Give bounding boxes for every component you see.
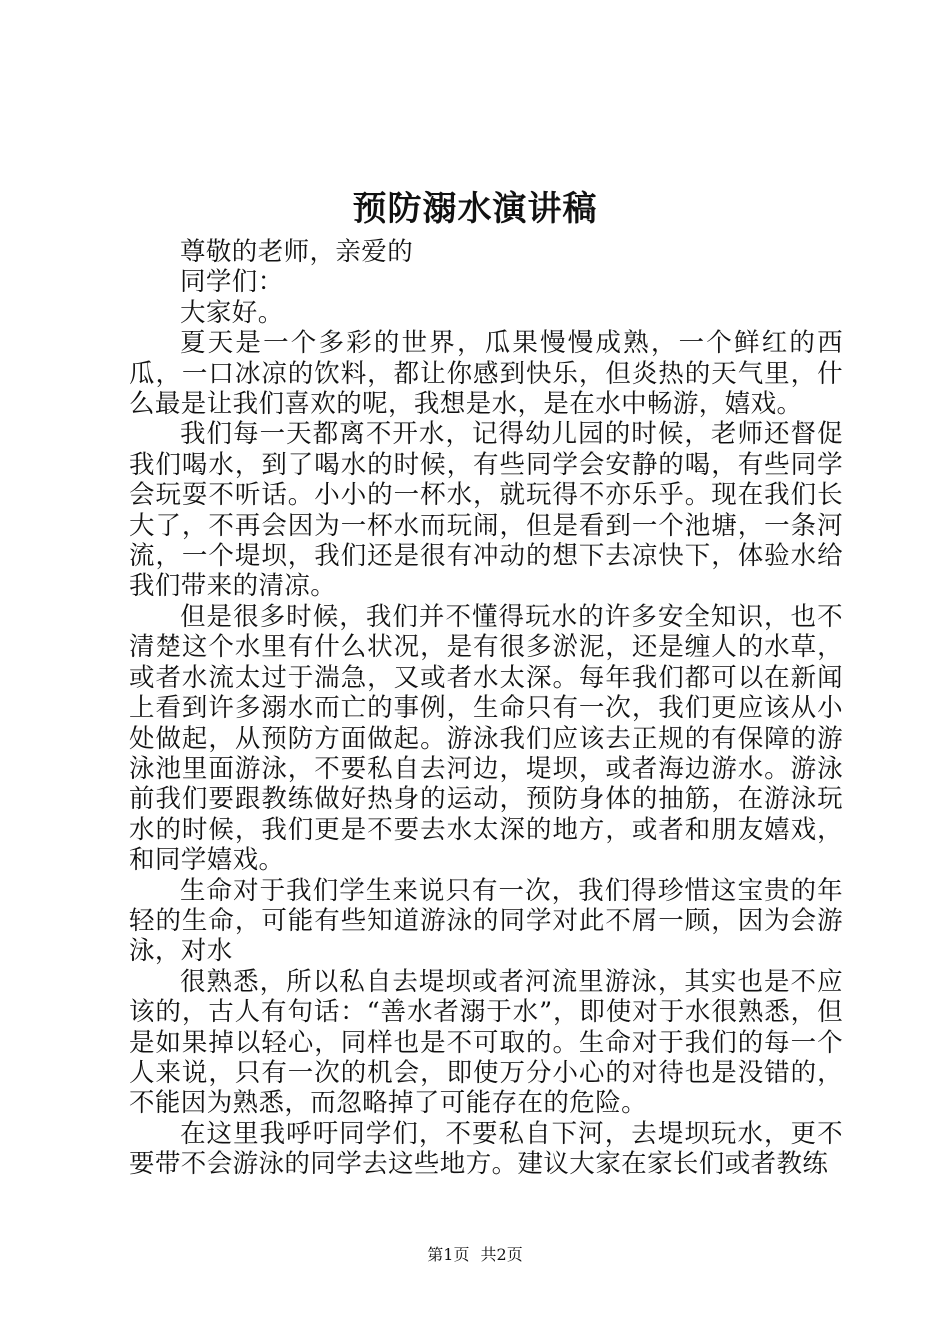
paragraph-summer: 夏天是一个多彩的世界，瓜果慢慢成熟，一个鲜红的西瓜，一口冰凉的饮料，都让你感到快乐，但炎热的天气里，什么最是让我们喜欢的呢，我想是水，是在水中畅游，嬉戏。 xyxy=(129,328,843,420)
paragraph-appeal: 在这里我呼吁同学们，不要私自下河，去堤坝玩水，更不要带不会游泳的同学去这些地方。建议大家在家长们或者教练 xyxy=(129,1118,843,1180)
page-total: 共2页 xyxy=(480,1245,523,1264)
document-title: 预防溺水演讲稿 xyxy=(352,189,598,229)
paragraph-precious-life: 生命对于我们学生来说只有一次，我们得珍惜这宝贵的年轻的生命，可能有些知道游泳的同学对此不屑一顾，因为会游泳，对水 xyxy=(129,875,843,967)
paragraph-childhood-water: 我们每一天都离不开水，记得幼儿园的时候，老师还督促我们喝水，到了喝水的时候，有些同学会安静的喝，有些同学会玩耍不听话。小小的一杯水，就玩得不亦乐乎。现在我们长大了，不再会因为一杯水而玩闹，但是看到一个池塘，一条河流，一个堤坝，我们还是很有冲动的想下去凉快下，体验水给我们带来的清凉。 xyxy=(129,419,843,602)
paragraph-familiarity: 很熟悉，所以私自去堤坝或者河流里游泳，其实也是不应该的，古人有句话：“善水者溺于水”，即使对于水很熟悉，但是如果掉以轻心，同样也是不可取的。生命对于我们的每一个人来说，只有一次的机会，即使万分小心的对待也是没错的，不能因为熟悉，而忽略掉了可能存在的危险。 xyxy=(129,966,843,1119)
paragraph-greeting-2: 同学们： xyxy=(180,267,284,298)
document-body xyxy=(129,237,843,1180)
paragraph-safety-knowledge: 但是很多时候，我们并不懂得玩水的许多安全知识，也不清楚这个水里有什么状况，是有很多淤泥，还是缠人的水草，或者水流太过于湍急，又或者水太深。每年我们都可以在新闻上看到许多溺水而亡的事例，生命只有一次，我们更应该从小处做起，从预防方面做起。游泳我们应该去正规的有保障的游泳池里面游泳，不要私自去河边，堤坝，或者海边游水。游泳前我们要跟教练做好热身的运动，预防身体的抽筋，在游泳玩水的时候，我们更是不要去水太深的地方，或者和朋友嬉戏，和同学嬉戏。 xyxy=(129,601,843,876)
paragraph-greeting-3: 大家好。 xyxy=(180,297,284,328)
page-number: 第1页 xyxy=(427,1245,470,1264)
page-footer xyxy=(0,1244,950,1266)
paragraph-greeting-1: 尊敬的老师，亲爱的 xyxy=(180,237,414,267)
